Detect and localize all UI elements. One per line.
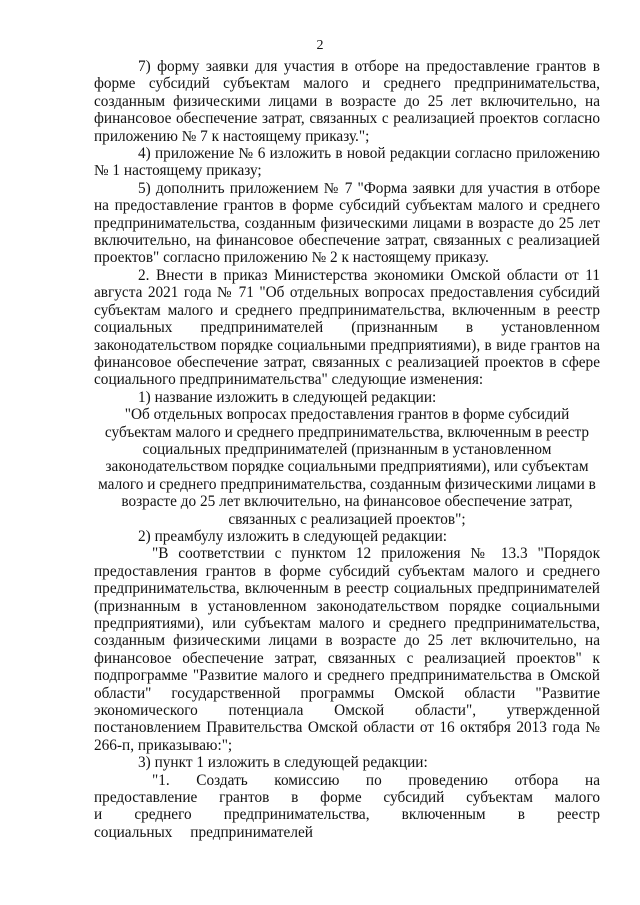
document-body [94,58,600,841]
paragraph-point-1-change: 3) пункт 1 изложить в следующей редакции: [138,754,428,772]
paragraph-preamble-change: 2) преамбулу изложить в следующей редакции: [138,527,448,545]
paragraph-title-change: 1) название изложить в следующей редакции: [138,388,437,406]
quoted-new-point-1: "1. Создать комиссию по проведению отбора на предоставление грантов в форме субсидий субъектам малого и среднего предпринимательства, включенным в реестр социальных предпринимателей [94,771,600,841]
paragraph-item-7: 7) форму заявки для участия в отборе на предоставление грантов в форме субсидий субъектам малого и среднего предпринимательства, созданным физическими лицами в возрасте до 25 лет включительно, на финансовое обеспечение затрат, связанных с реализацией проектов согласно приложению № 7 к настоящему приказу."; [94,58,600,145]
paragraph-item-4: 4) приложение № 6 изложить в новой редакции согласно приложению № 1 настоящему приказу; [94,145,600,180]
page-number: 2 [316,38,324,53]
quoted-new-title: "Об отдельных вопросах предоставления грантов в форме субсидий субъектам малого и среднего предпринимательства, включенным в реестр социальных предпринимателей (признанным в установленном законодательством порядке социальными предприятиями), или субъектам малого и среднего предпринимательства, созданным физическими лицами в возрасте до 25 лет включительно, на финансовое обеспечение затрат, связанных с реализацией проектов"; [98,406,596,528]
paragraph-item-5: 5) дополнить приложением № 7 "Форма заявки для участия в отборе на предоставление грантов в форме субсидий субъектам малого и среднего предпринимательства, созданным физическими лицами в возрасте до 25 лет включительно, на финансовое обеспечение затрат, связанных с реализацией проектов" согласно приложению № 2 к настоящему приказу. [94,179,600,267]
paragraph-section-2: 2. Внести в приказ Министерства экономики Омской области от 11 августа 2021 года № 71 "Об отдельных вопросах предоставления субсидий субъектам малого и среднего предпринимательства, включенным в реестр социальных предпринимателей (признанным в установленном законодательством порядке социальными предприятиями), в виде грантов на финансовое обеспечение затрат, связанных с реализацией проектов в сфере социального предпринимательства" следующие изменения: [94,266,600,389]
quoted-new-preamble: "В соответствии с пунктом 12 приложения № 13.3 "Порядок предоставления грантов в форме субсидий субъектам малого и среднего предпринимательства, включенным в реестр социальных предпринимателей (признанным в установленном законодательством порядке социальными предприятиями), или субъектам малого и среднего предпринимательства, созданным физическими лицами в возрасте до 25 лет включительно, на финансовое обеспечение затрат, связанных с реализацией проектов" к подпрограмме "Развитие малого и среднего предпринимательства в Омской области" государственной программы Омской области "Развитие экономического потенциала Омской области", утвержденной постановлением Правительства Омской области от 16 октября 2013 года № 266-п, приказываю:"; [94,545,600,754]
